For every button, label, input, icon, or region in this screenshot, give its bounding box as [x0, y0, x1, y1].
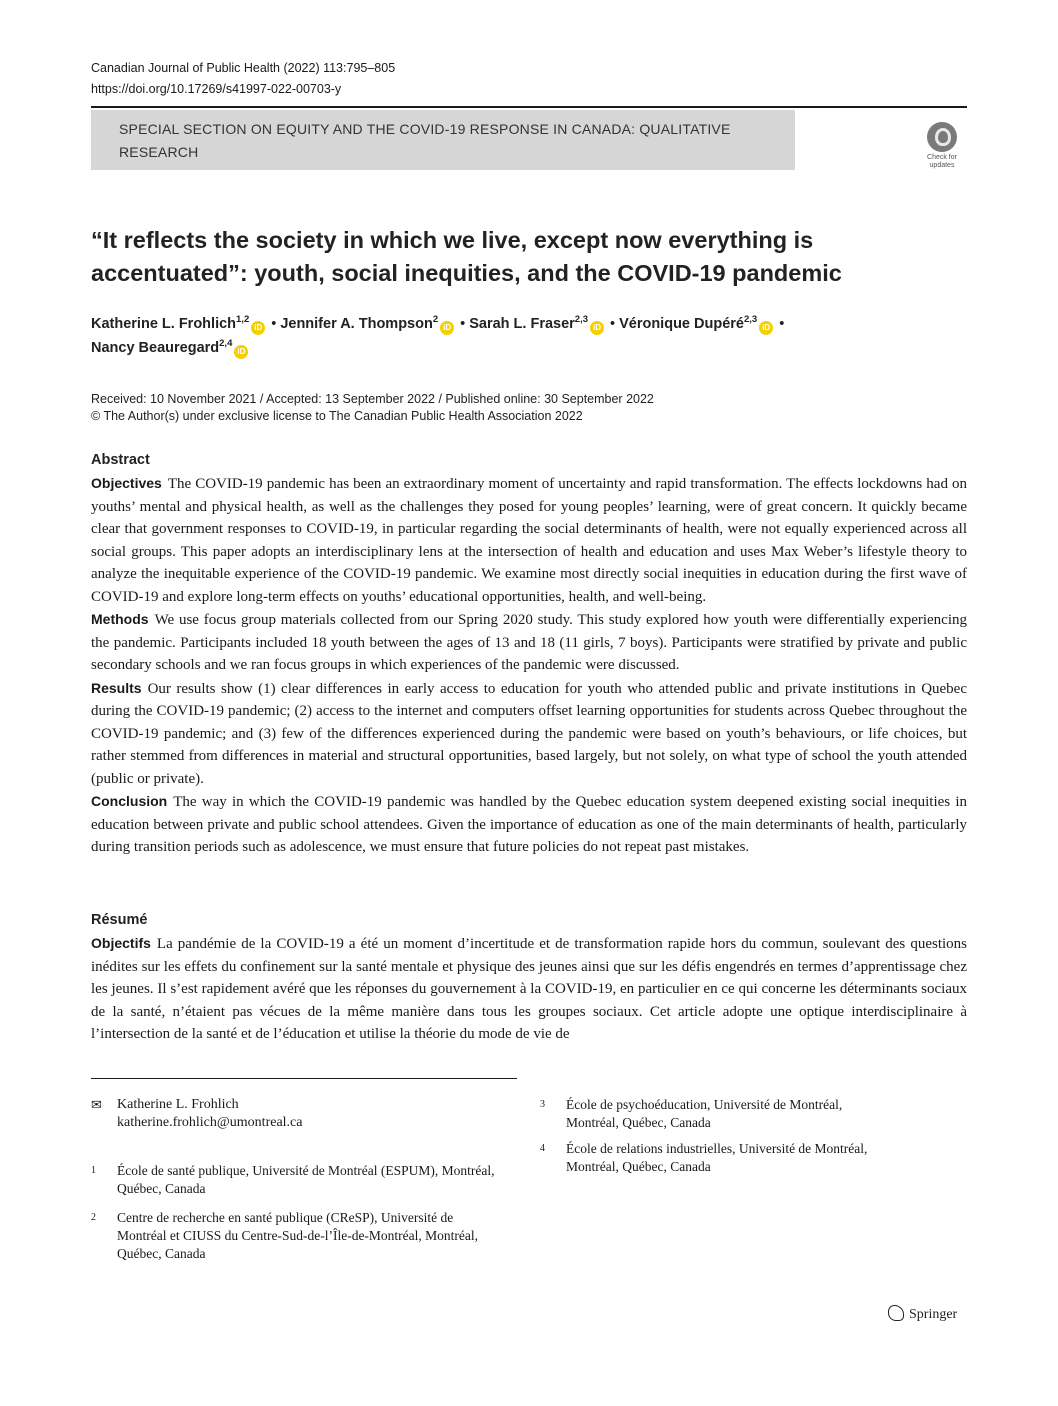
contact-name: Katherine L. Frohlich [117, 1097, 239, 1112]
author-affiliation: 2,3 [574, 314, 589, 326]
journal-citation: Canadian Journal of Public Health (2022) 113:795–805 [91, 61, 396, 75]
check-for-updates-badge[interactable] [920, 122, 964, 172]
abstract-heading: Abstract [91, 452, 150, 468]
section-banner-line2: RESEARCH [119, 144, 199, 160]
objectifs-label: Objectifs [91, 935, 151, 951]
affiliation-number: 3 [540, 1099, 545, 1110]
check-updates-label: Check for updates [927, 154, 957, 169]
journal-header [91, 58, 395, 100]
section-banner [91, 110, 795, 170]
author-name[interactable]: Nancy Beauregard [91, 340, 220, 356]
affiliation-3 [540, 1096, 960, 1136]
author-affiliation: 1,2 [236, 314, 250, 326]
orcid-icon[interactable]: iD [440, 321, 454, 335]
author-separator: • [779, 316, 785, 332]
conclusion-label: Conclusion [91, 793, 168, 809]
abstract-results [91, 677, 967, 791]
results-text: Our results show (1) clear differences in early access to education for youth who attended public and private institutions in Quebec during the COVID-19 pandemic; (2) access to the internet and computers offset learning opportunities for students across Quebec throughout the COVID-19 pandemic; and (3) few of the differences experienced during the pandemic were based on youth’s behaviours, or life choices, but rather stemmed from differences in material and structural opportunities, based largely, but not solely, on what type of school the youth attended (public or private). [91, 680, 967, 787]
author-name[interactable]: Sarah L. Fraser [469, 316, 575, 332]
title-line1: “It reflects the society in which we live, except now everything is [91, 227, 814, 253]
abstract-objectives [91, 472, 967, 608]
section-banner-line1: SPECIAL SECTION ON EQUITY AND THE COVID-19 RESPONSE IN CANADA: QUALITATIVE [119, 121, 731, 137]
affiliation-number: 2 [91, 1212, 96, 1223]
results-label: Results [91, 679, 142, 696]
orcid-icon[interactable]: iD [759, 321, 773, 335]
header-rule [91, 106, 967, 108]
contact-email[interactable]: katherine.frohlich@umontreal.ca [117, 1115, 303, 1130]
objectifs-text: La pandémie de la COVID-19 a été un moment d’incertitude et de transformation rapide hors du commun, soulevant des questions inédites sur les effets du confinement sur la santé mentale et physique des jeunes ainsi que sur les défis engendrés en termes d’apprentissage chez les jeunes. Il s’est rapidement avéré que les réponses du gouvernement à la COVID-19, en particulier en ce qui concerne les déterminants sociaux de la santé, n’étaient pas vécues de la même manière dans tous les groupes sociaux. Cet article adopte une optique interdisciplinaire à l’intersection de la santé et de l’éducation et utilise la théorie du mode de vie de [91, 936, 967, 1042]
conclusion-text: The way in which the COVID-19 pandemic was handled by the Quebec education system deepened existing social inequities in education between private and public school attendees. Given the importance of education as one of the main determinants of health, particularly during transition periods such as adolescence, we must ensure that future policies do not repeat past mistakes. [91, 794, 967, 855]
objectives-label: Objectives [91, 475, 162, 491]
affiliation-text: Centre de recherche en santé publique (CReSP), Université de Montréal et CIUSS du Centre-Sud-de-l’Île-de-Montréal, Montréal, Québec, Canada [117, 1210, 479, 1261]
resume-objectifs [91, 932, 967, 1046]
resume-body [91, 932, 967, 1046]
author-separator: • [271, 316, 277, 332]
affiliation-4 [540, 1140, 960, 1180]
abstract-conclusion [91, 790, 967, 859]
affiliation-text: École de santé publique, Université de Montréal (ESPUM), Montréal, Québec, Canada [117, 1163, 495, 1196]
check-updates-icon [927, 122, 957, 152]
author-name[interactable]: Véronique Dupéré [619, 316, 744, 332]
author-name[interactable]: Jennifer A. Thompson [280, 316, 433, 332]
envelope-icon: ✉ [91, 1097, 102, 1112]
orcid-icon[interactable]: iD [251, 321, 265, 335]
resume-heading: Résumé [91, 912, 148, 928]
abstract-body [91, 472, 967, 859]
affiliation-text: École de relations industrielles, Université de Montréal, Montréal, Québec, Canada [566, 1141, 868, 1174]
affiliation-2 [91, 1209, 511, 1269]
copyright-line: © The Author(s) under exclusive license to The Canadian Public Health Association 2022 [91, 409, 583, 423]
footnote-rule [91, 1078, 517, 1079]
affiliation-number: 1 [91, 1165, 96, 1176]
methods-text: We use focus group materials collected from our Spring 2020 study. This study explored how youth were differentially experiencing the pandemic. Participants included 18 youth between the ages of 13 and 18 (11 girls, 7 boys). Participants were stratified by private and public secondary schools and we ran focus groups in which experiences of the pandemic were discussed. [91, 612, 967, 673]
orcid-icon[interactable]: iD [234, 345, 248, 359]
author-affiliation: 2,3 [743, 314, 758, 326]
author-line2 [91, 336, 951, 360]
objectives-text: The COVID-19 pandemic has been an extraordinary moment of uncertainty and rapid transformation. The effects lockdowns had on youths’ mental and physical health, as well as the challenges they posed for young peoples’ learning, were of great concern. It quickly became clear that government responses to COVID-19, in particular regarding the social determinants of health, were not equally experienced across all social groups. This paper adopts an interdisciplinary lens at the intersection of health and education and uses Max Weber’s lifestyle theory to analyze the inequitable experience of the COVID-19 pandemic. We examine most directly social inequities in education during the first wave of COVID-19 and explore long-term effects on youths’ educational opportunities, health, and well-being. [91, 476, 967, 605]
author-affiliation: 2 [432, 314, 439, 326]
affiliation-text: École de psychoéducation, Université de Montréal, Montréal, Québec, Canada [566, 1097, 843, 1130]
affiliation-number: 4 [540, 1143, 545, 1154]
author-separator: • [610, 316, 616, 332]
author-affiliation: 2,4 [219, 338, 233, 350]
title-line2: accentuated”: youth, social inequities, and the COVID-19 pandemic [91, 260, 842, 286]
abstract-methods [91, 608, 967, 677]
author-name[interactable]: Katherine L. Frohlich [91, 316, 237, 332]
corresponding-author [91, 1096, 511, 1136]
article-title [91, 224, 971, 290]
springer-horse-icon [888, 1305, 904, 1321]
affiliation-1 [91, 1162, 511, 1202]
author-separator: • [460, 316, 466, 332]
author-line1 [91, 312, 951, 336]
doi-link[interactable]: https://doi.org/10.17269/s41997-022-00703-y [91, 82, 342, 96]
author-list [91, 312, 951, 360]
dates-line: Received: 10 November 2021 / Accepted: 13 September 2022 / Published online: 30 September 2022 [91, 392, 654, 406]
methods-label: Methods [91, 611, 149, 627]
publication-dates [91, 391, 654, 425]
publisher-name: Springer [909, 1307, 958, 1322]
publisher-logo [888, 1305, 957, 1323]
orcid-icon[interactable]: iD [590, 321, 604, 335]
